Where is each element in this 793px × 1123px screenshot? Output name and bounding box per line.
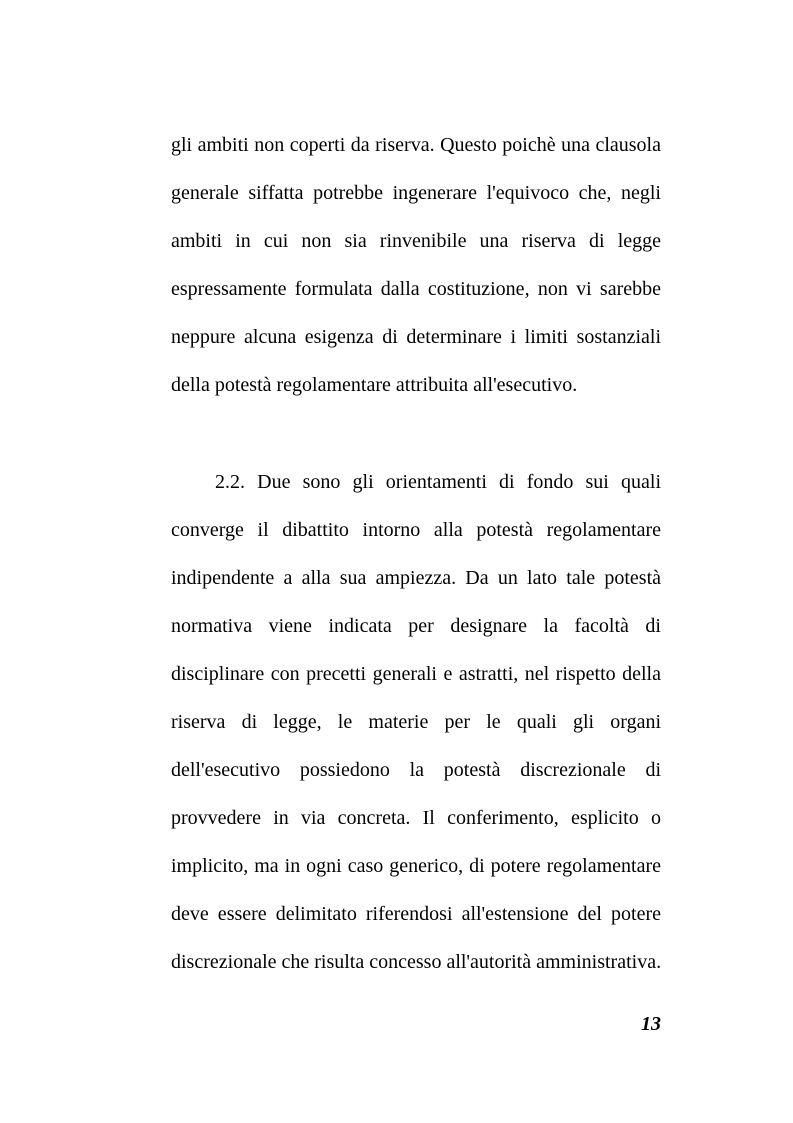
text-line: implicito, ma in ogni caso generico, di potere regolamentare [171,855,661,877]
text-line: discrezionale che risulta concesso all'autorità amministrativa. [171,951,662,973]
text-line: della potestà regolamentare attribuita all'esecutivo. [171,374,578,396]
text-line: dell'esecutivo possiedono la potestà discrezionale di [171,759,661,781]
text-line: converge il dibattito intorno alla potestà regolamentare [171,519,661,541]
text-line: indipendente a alla sua ampiezza. Da un lato tale potestà [171,567,661,589]
text-line: gli ambiti non coperti da riserva. Questo poichè una clausola [171,134,661,156]
text-line: deve essere delimitato riferendosi all'estensione del potere [171,903,661,925]
text-line: provvedere in via concreta. Il conferimento, esplicito o [171,807,661,829]
page-number: 13 [641,1013,661,1035]
text-line: ambiti in cui non sia rinvenibile una riserva di legge [171,230,661,252]
text-line: disciplinare con precetti generali e astratti, nel rispetto della [171,663,661,685]
text-line: riserva di legge, le materie per le quali gli organi [171,711,661,733]
text-line: neppure alcuna esigenza di determinare i limiti sostanziali [171,326,661,348]
text-line: generale siffatta potrebbe ingenerare l'equivoco che, negli [171,182,661,204]
text-line: 2.2. Due sono gli orientamenti di fondo sui quali [215,471,661,493]
text-line: espressamente formulata dalla costituzione, non vi sarebbe [171,278,661,300]
text-line: normativa viene indicata per designare la facoltà di [171,615,661,637]
